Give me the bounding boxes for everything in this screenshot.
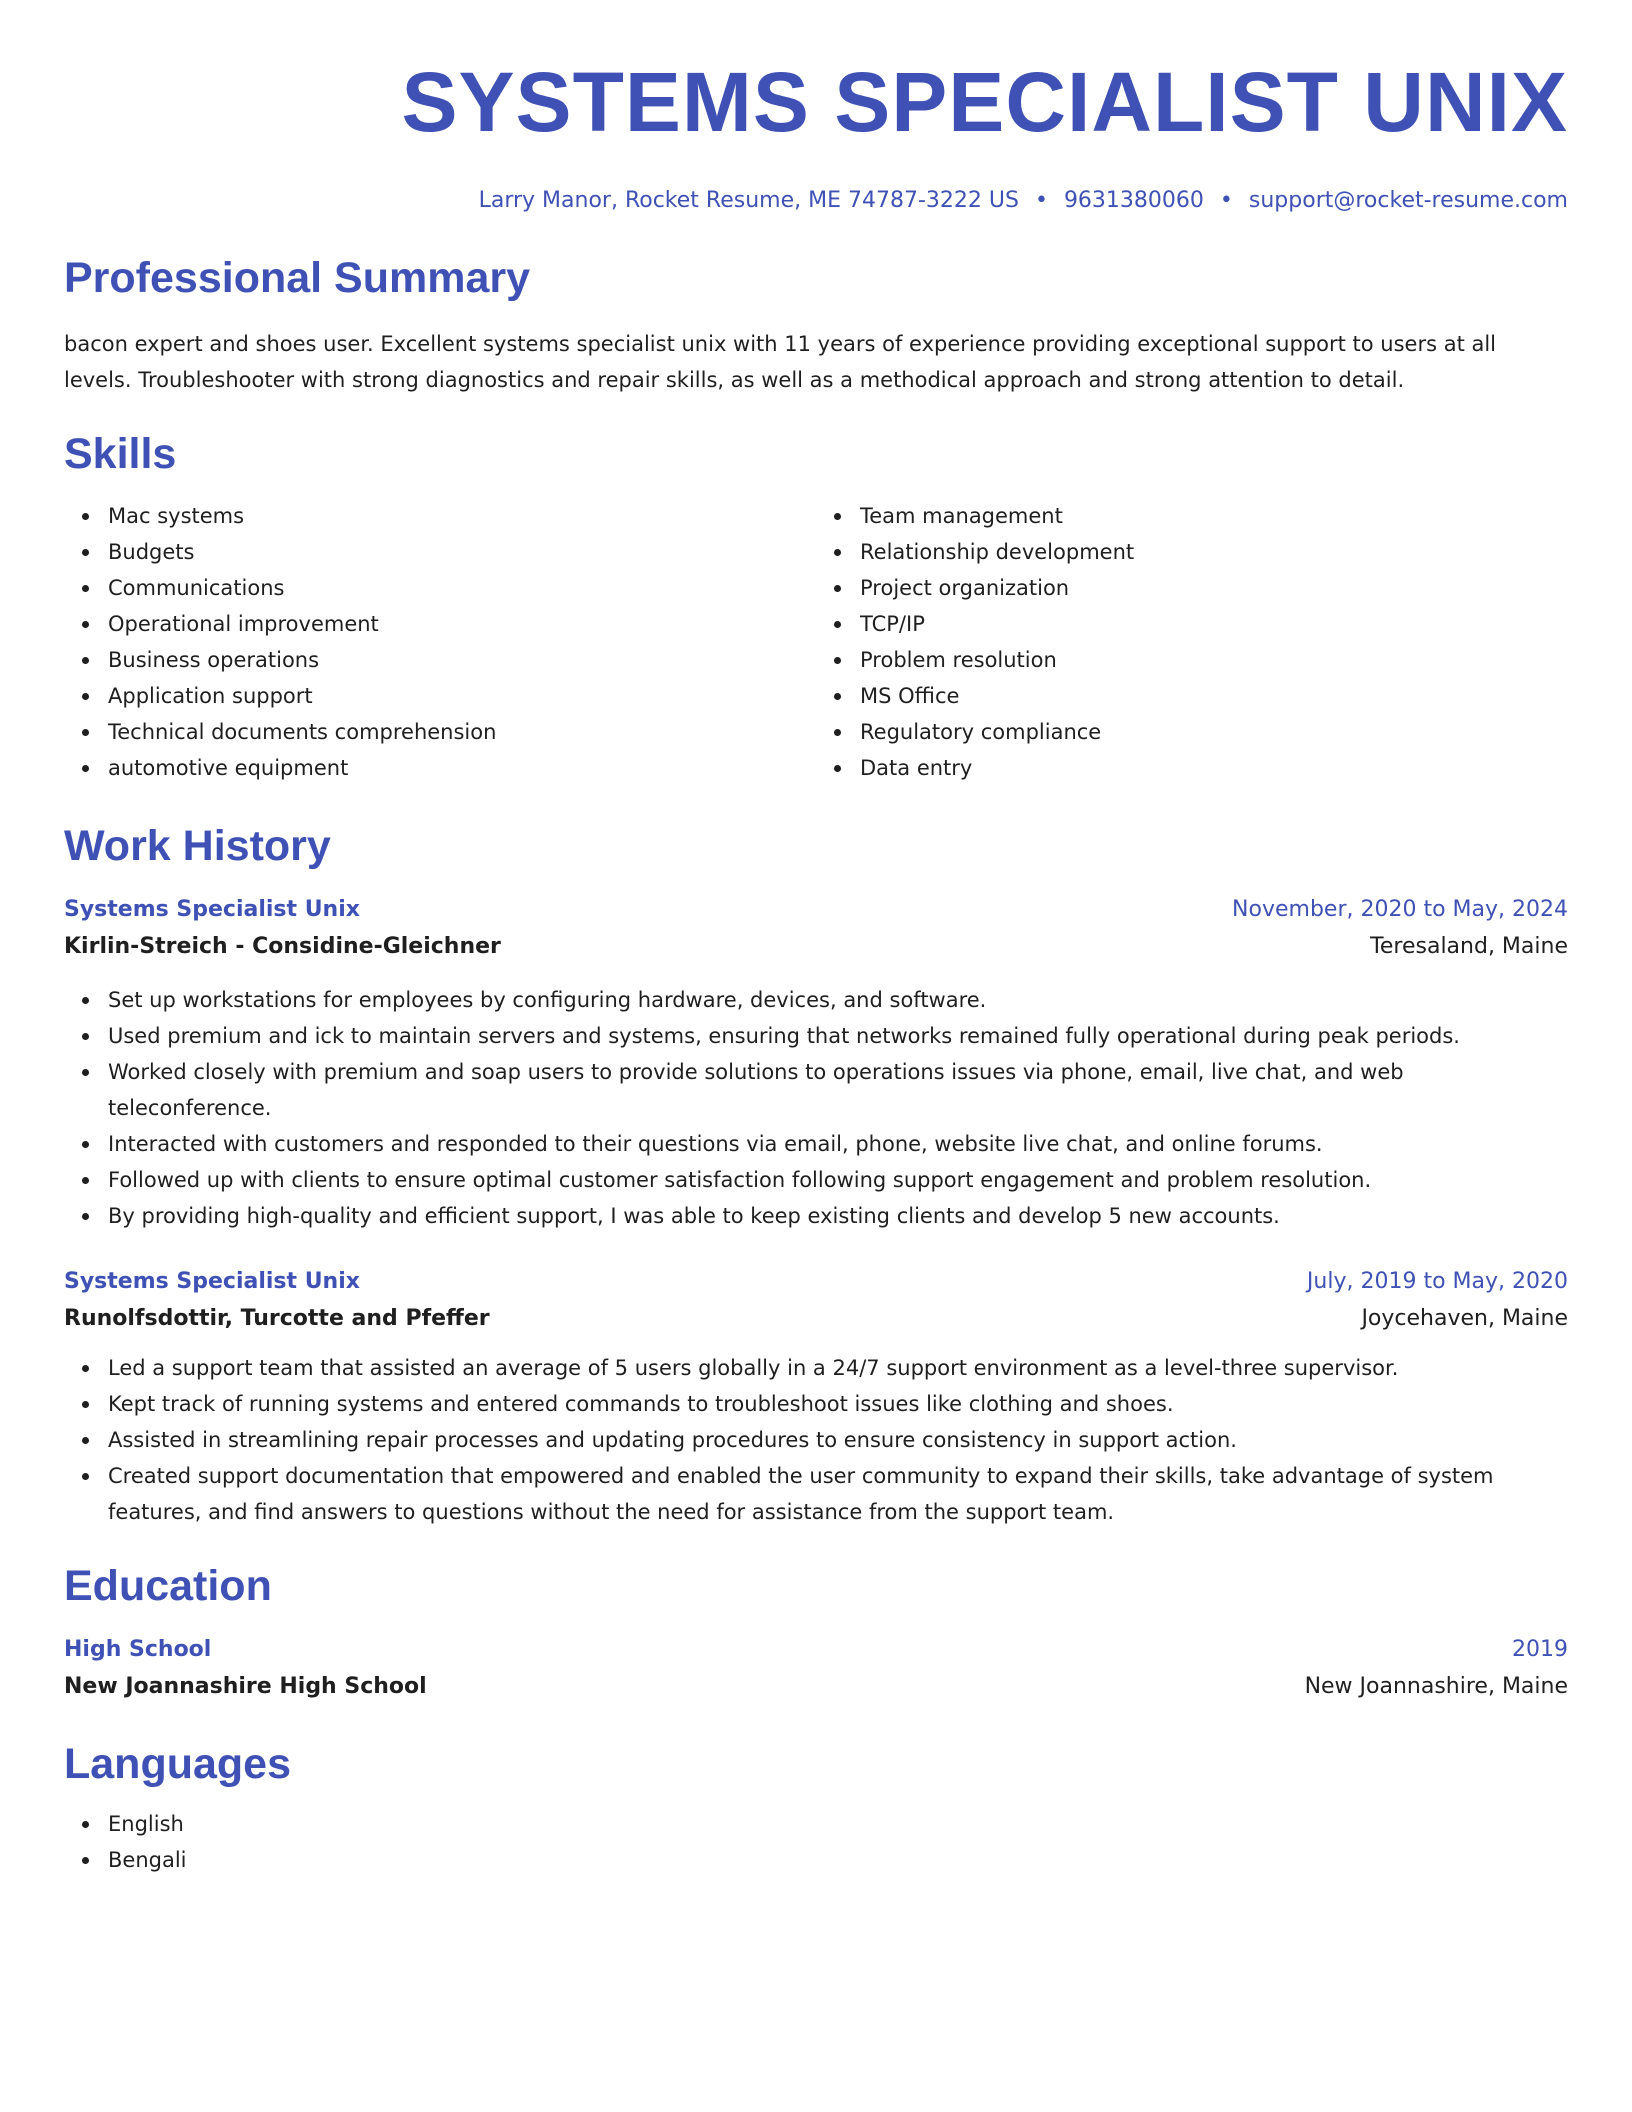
skill-item: Project organization bbox=[860, 570, 1568, 606]
job-bullet: Followed up with clients to ensure optimal customer satisfaction following support engagement and problem resolution. bbox=[108, 1162, 1568, 1198]
job-entry bbox=[64, 1264, 1568, 1530]
skills-heading: Skills bbox=[64, 430, 177, 478]
contact-separator: • bbox=[1219, 188, 1233, 213]
resume-title: SYSTEMS SPECIALIST UNIX bbox=[401, 55, 1568, 149]
job-bullet: Used premium and ick to maintain servers and systems, ensuring that networks remained fully operational during peak periods. bbox=[108, 1018, 1568, 1054]
skill-item: Data entry bbox=[860, 750, 1568, 786]
education-degree: High School bbox=[64, 1637, 212, 1662]
contact-email: support@rocket-resume.com bbox=[1248, 188, 1568, 213]
skill-item: Regulatory compliance bbox=[860, 714, 1568, 750]
skill-item: Mac systems bbox=[108, 498, 816, 534]
skill-item: Technical documents comprehension bbox=[108, 714, 816, 750]
skill-item: Application support bbox=[108, 678, 816, 714]
job-bullet: Worked closely with premium and soap users to provide solutions to operations issues via phone, email, live chat, and web teleconference. bbox=[108, 1054, 1568, 1126]
summary-text: bacon expert and shoes user. Excellent systems specialist unix with 11 years of experience providing exceptional support to users at all levels. Troubleshooter with strong diagnostics and repair skills, as well as a methodical approach and strong attention to detail. bbox=[64, 332, 1497, 392]
language-item: Bengali bbox=[108, 1842, 1568, 1878]
job-entry bbox=[64, 892, 1568, 1234]
languages-list bbox=[64, 1806, 1568, 1878]
language-item: English bbox=[108, 1806, 1568, 1842]
education-year: 2019 bbox=[1512, 1637, 1568, 1662]
skill-item: Problem resolution bbox=[860, 642, 1568, 678]
work-heading: Work History bbox=[64, 822, 331, 870]
skill-item: MS Office bbox=[860, 678, 1568, 714]
job-bullet: Set up workstations for employees by configuring hardware, devices, and software. bbox=[108, 982, 1568, 1018]
skill-item: Business operations bbox=[108, 642, 816, 678]
job-bullet: Assisted in streamlining repair processes and updating procedures to ensure consistency in support action. bbox=[108, 1422, 1568, 1458]
job-location: Teresaland, Maine bbox=[1370, 934, 1568, 959]
skills-grid bbox=[64, 498, 1568, 786]
education-location: New Joannashire, Maine bbox=[1304, 1674, 1568, 1699]
job-bullet: Created support documentation that empowered and enabled the user community to expand their skills, take advantage of system features, and find answers to questions without the need for assistance from the support team. bbox=[108, 1458, 1568, 1530]
job-bullet: Interacted with customers and responded to their questions via email, phone, website live chat, and online forums. bbox=[108, 1126, 1568, 1162]
skill-item: TCP/IP bbox=[860, 606, 1568, 642]
skills-column-left bbox=[64, 498, 816, 786]
job-bullets bbox=[64, 1350, 1568, 1530]
education-heading: Education bbox=[64, 1562, 272, 1610]
job-bullet: By providing high-quality and efficient support, I was able to keep existing clients and develop 5 new accounts. bbox=[108, 1198, 1568, 1234]
skill-item: Team management bbox=[860, 498, 1568, 534]
job-bullet: Led a support team that assisted an average of 5 users globally in a 24/7 support environment as a level-three supervisor. bbox=[108, 1350, 1568, 1386]
job-company: Kirlin-Streich - Considine-Gleichner bbox=[64, 934, 501, 959]
skill-item: Operational improvement bbox=[108, 606, 816, 642]
contact-address: Larry Manor, Rocket Resume, ME 74787-3222 US bbox=[478, 188, 1019, 213]
job-company: Runolfsdottir, Turcotte and Pfeffer bbox=[64, 1306, 490, 1331]
skill-item: Budgets bbox=[108, 534, 816, 570]
job-dates: November, 2020 to May, 2024 bbox=[1232, 897, 1568, 922]
skill-item: Communications bbox=[108, 570, 816, 606]
contact-line bbox=[64, 186, 1568, 216]
skills-column-right bbox=[816, 498, 1568, 786]
job-title: Systems Specialist Unix bbox=[64, 897, 360, 922]
skill-item: Relationship development bbox=[860, 534, 1568, 570]
contact-phone: 9631380060 bbox=[1063, 188, 1204, 213]
job-bullets bbox=[64, 982, 1568, 1234]
languages-heading: Languages bbox=[64, 1740, 291, 1788]
job-dates: July, 2019 to May, 2020 bbox=[1306, 1269, 1568, 1294]
education-entry bbox=[64, 1632, 1568, 1706]
job-title: Systems Specialist Unix bbox=[64, 1269, 360, 1294]
education-school: New Joannashire High School bbox=[64, 1674, 427, 1699]
summary-heading: Professional Summary bbox=[64, 254, 531, 302]
contact-separator: • bbox=[1034, 188, 1048, 213]
skill-item: automotive equipment bbox=[108, 750, 816, 786]
job-bullet: Kept track of running systems and entered commands to troubleshoot issues like clothing and shoes. bbox=[108, 1386, 1568, 1422]
job-location: Joycehaven, Maine bbox=[1361, 1306, 1568, 1331]
